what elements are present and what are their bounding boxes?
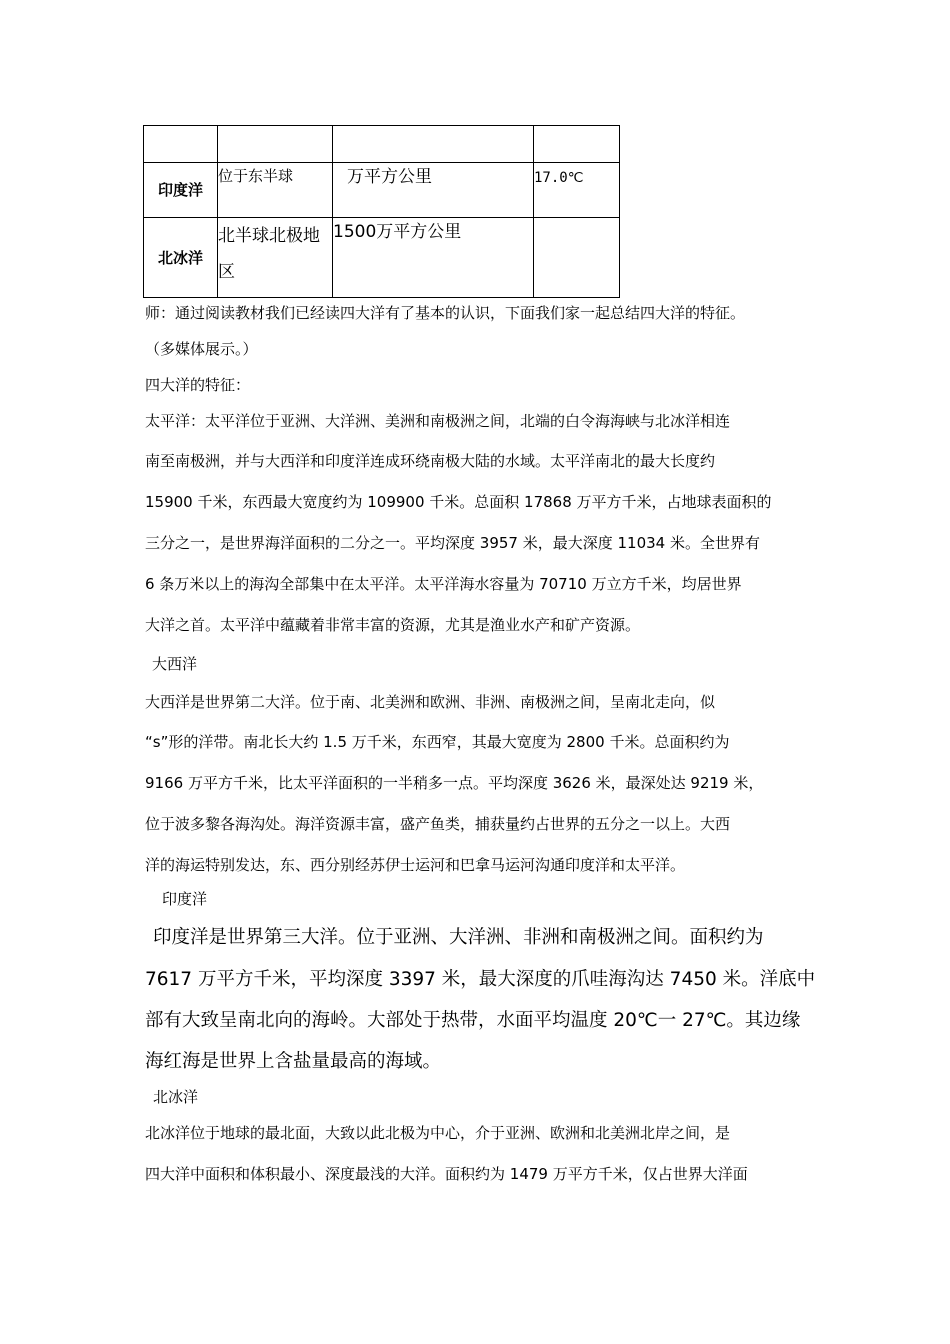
teacher-intro: 师：通过阅读教材我们已经读四大洋有了基本的认识，下面我们家一起总结四大洋的特征。	[145, 304, 746, 322]
pacific-line: 6 条万米以上的海沟全部集中在太平洋。太平洋海水容量为 70710 万立方千米，均居世界	[145, 575, 742, 593]
atlantic-line: 洋的海运特别发达，东、西分别经苏伊士运河和巴拿马运河沟通印度洋和太平洋。	[145, 856, 686, 874]
arctic-line: 四大洋中面积和体积最小、深度最浅的大洋。面积约为 1479 万平方千米，仅占世界大洋面	[145, 1165, 748, 1183]
cell-location	[218, 126, 333, 163]
arctic-line: 北冰洋位于地球的最北面，大致以此北极为中心，介于亚洲、欧洲和北美洲北岸之间，是	[145, 1124, 731, 1142]
cell-temperature	[534, 218, 620, 298]
atlantic-line: “s”形的洋带。南北长大约 1.5 万千米，东西窄，其最大宽度为 2800 千米。总面积约为	[145, 733, 730, 751]
features-heading: 四大洋的特征：	[145, 376, 251, 394]
cell-temperature	[534, 126, 620, 163]
cell-area: 1500万平方公里	[333, 218, 534, 298]
cell-ocean-name: 北冰洋	[144, 218, 218, 298]
indian-line: 7617 万平方千米，平均深度 3397 米，最大深度的爪哇海沟达 7450 米。洋底中	[145, 969, 816, 990]
pacific-line: 15900 千米，东西最大宽度约为 109900 千米。总面积 17868 万平方千米，占地球表面积的	[145, 493, 772, 511]
cell-location: 北半球北极地区	[218, 218, 333, 298]
atlantic-line: 位于波多黎各海沟处。海洋资源丰富，盛产鱼类，捕获量约占世界的五分之一以上。大西	[145, 815, 731, 833]
cell-area	[333, 126, 534, 163]
cell-temperature: 17.0℃	[534, 163, 620, 218]
indian-heading: 印度洋	[162, 890, 208, 908]
table-row	[144, 163, 620, 218]
media-note: （多媒体展示。）	[145, 340, 258, 358]
cell-area: 万平方公里	[333, 163, 534, 218]
cell-ocean-name	[144, 126, 218, 163]
table-row	[144, 218, 620, 298]
cell-ocean-name: 印度洋	[144, 163, 218, 218]
atlantic-heading: 大西洋	[152, 655, 198, 673]
cell-location: 位于东半球	[218, 163, 333, 218]
ocean-comparison-table	[143, 125, 620, 298]
pacific-line: 三分之一，是世界海洋面积的二分之一。平均深度 3957 米，最大深度 11034 米。全世界有	[145, 534, 760, 552]
table-row	[144, 126, 620, 163]
pacific-line: 南至南极洲，并与大西洋和印度洋连成环绕南极大陆的水域。太平洋南北的最大长度约	[145, 452, 716, 470]
atlantic-line: 9166 万平方千米，比太平洋面积的一半稍多一点。平均深度 3626 米，最深处达 9219 米，	[145, 774, 764, 792]
pacific-line: 大洋之首。太平洋中蕴藏着非常丰富的资源，尤其是渔业水产和矿产资源。	[145, 616, 641, 634]
pacific-line: 太平洋：太平洋位于亚洲、大洋洲、美洲和南极洲之间，北端的白令海海峡与北冰洋相连	[145, 412, 731, 430]
indian-line: 海红海是世界上含盐量最高的海域。	[145, 1051, 442, 1072]
atlantic-line: 大西洋是世界第二大洋。位于南、北美洲和欧洲、非洲、南极洲之间，呈南北走向，似	[145, 693, 716, 711]
arctic-heading: 北冰洋	[153, 1088, 199, 1106]
indian-line: 部有大致呈南北向的海岭。大部处于热带，水面平均温度 20℃一 27℃。其边缘	[145, 1010, 801, 1031]
indian-line: 印度洋是世界第三大洋。位于亚洲、大洋洲、非洲和南极洲之间。面积约为	[153, 927, 764, 948]
